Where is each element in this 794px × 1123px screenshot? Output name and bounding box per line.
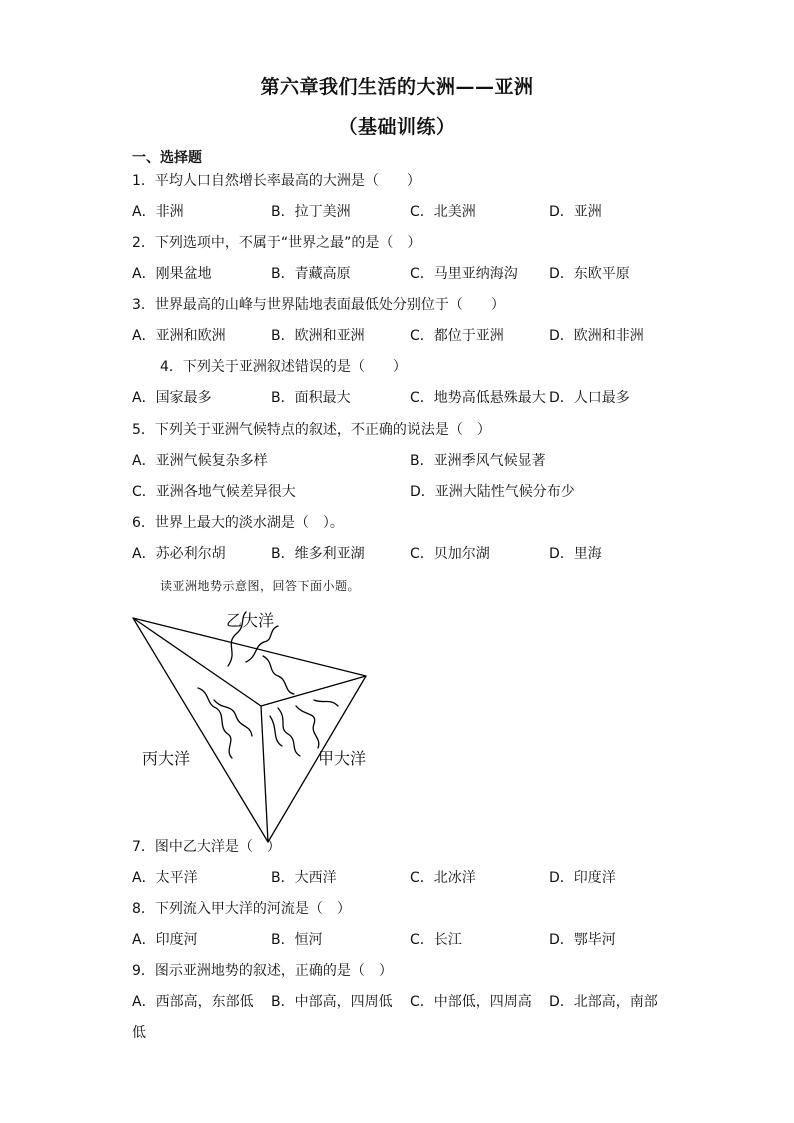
asia-terrain-diagram	[128, 600, 378, 845]
option-b[interactable]: B．维多利亚湖	[271, 546, 365, 562]
question-stem: 8．下列流入甲大洋的河流是（ ）	[132, 901, 351, 917]
option-d-wrap: 低	[132, 1025, 146, 1041]
option-c[interactable]: C．地势高低悬殊最大	[410, 390, 546, 406]
option-b[interactable]: B．亚洲季风气候显著	[410, 453, 546, 469]
option-b[interactable]: B．面积最大	[271, 390, 351, 406]
label-west-ocean: 丙大洋	[142, 749, 191, 768]
river-west-2	[214, 700, 252, 736]
option-d[interactable]: D．欧洲和非洲	[549, 328, 644, 344]
option-a[interactable]: A．国家最多	[132, 390, 212, 406]
page-title: 第六章我们生活的大洲——亚洲	[260, 76, 534, 98]
option-d[interactable]: D．亚洲	[549, 204, 602, 220]
question-stem: 3．世界最高的山峰与世界陆地表面最低处分别位于（ ）	[132, 297, 505, 313]
option-a[interactable]: A．非洲	[132, 204, 184, 220]
river-west	[198, 688, 232, 758]
option-b[interactable]: B．青藏高原	[271, 266, 351, 282]
option-d[interactable]: D．东欧平原	[549, 266, 630, 282]
river-east-2	[296, 706, 319, 748]
option-b[interactable]: B．中部高，四周低	[271, 994, 393, 1010]
option-a[interactable]: A．苏必利尔胡	[132, 546, 226, 562]
option-b[interactable]: B．欧洲和亚洲	[271, 328, 365, 344]
question-stem: 4．下列关于亚洲叙述错误的是（ ）	[160, 359, 407, 375]
option-b[interactable]: B．大西洋	[271, 870, 337, 886]
river-ne	[263, 656, 294, 694]
option-b[interactable]: B．拉丁美洲	[271, 204, 351, 220]
option-c[interactable]: C．贝加尔湖	[410, 546, 490, 562]
section-heading: 一、选择题	[132, 150, 202, 166]
option-a[interactable]: A．印度河	[132, 932, 198, 948]
question-stem: 2．下列选项中，不属于“世界之最”的是（ ）	[132, 235, 422, 251]
page-subtitle: （基础训练）	[338, 116, 456, 138]
option-d[interactable]: D．人口最多	[549, 390, 630, 406]
option-a[interactable]: A．亚洲气候复杂多样	[132, 453, 268, 469]
option-c[interactable]: C．亚洲各地气候差异很大	[132, 484, 296, 500]
question-stem: 6．世界上最大的淡水湖是（ ）。	[132, 515, 344, 531]
river-east	[278, 708, 300, 756]
river-north-2	[246, 626, 278, 662]
option-c[interactable]: C．长江	[410, 932, 462, 948]
option-a[interactable]: A．西部高，东部低	[132, 994, 254, 1010]
option-c[interactable]: C．中部低，四周高	[410, 994, 532, 1010]
option-a[interactable]: A．亚洲和欧洲	[132, 328, 226, 344]
terrain-sketch	[128, 600, 378, 845]
label-east-ocean: 甲大洋	[318, 749, 367, 768]
option-b[interactable]: B．恒河	[271, 932, 323, 948]
question-stem: 7．图中乙大洋是（ ）	[132, 839, 281, 855]
option-a[interactable]: A．刚果盆地	[132, 266, 212, 282]
option-c[interactable]: C．马里亚纳海沟	[410, 266, 518, 282]
question-stem: 9．图示亚洲地势的叙述，正确的是（ ）	[132, 963, 393, 979]
river-east-3	[314, 700, 338, 706]
option-d[interactable]: D．亚洲大陆性气候分布少	[410, 484, 575, 500]
option-d[interactable]: D．印度洋	[549, 870, 616, 886]
question-stem: 1．平均人口自然增长率最高的大洲是（ ）	[132, 173, 421, 189]
option-d[interactable]: D．鄂毕河	[549, 932, 616, 948]
option-a[interactable]: A．太平洋	[132, 870, 198, 886]
option-c[interactable]: C．北美洲	[410, 204, 476, 220]
ridge-south	[261, 706, 268, 842]
figure-note: 读亚洲地势示意图，回答下面小题。	[160, 579, 361, 593]
option-c[interactable]: C．都位于亚洲	[410, 328, 504, 344]
option-c[interactable]: C．北冰洋	[410, 870, 476, 886]
river-south	[270, 716, 282, 746]
option-d[interactable]: D．里海	[549, 546, 602, 562]
option-d[interactable]: D．北部高，南部	[549, 994, 658, 1010]
question-stem: 5．下列关于亚洲气候特点的叙述，不正确的说法是（ ）	[132, 422, 491, 438]
label-north-ocean: 乙大洋	[226, 611, 275, 630]
ridge-north	[133, 618, 261, 706]
